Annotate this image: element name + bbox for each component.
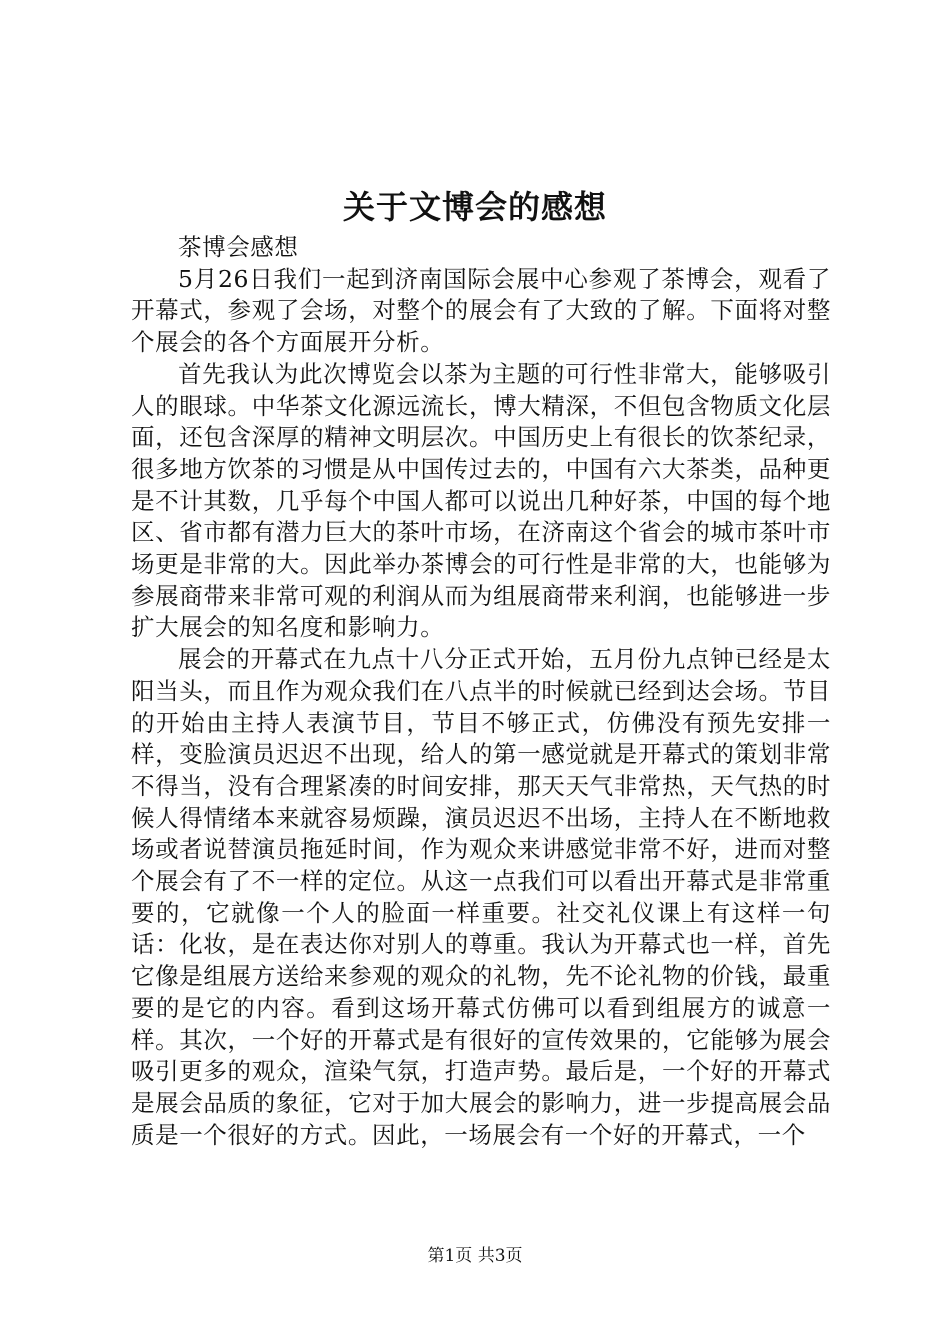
paragraph-3: 展会的开幕式在九点十八分正式开始，五月份九点钟已经是太阳当头，而且作为观众我们在八点半的时候就已经到达会场。节目的开始由主持人表演节目，节目不够正式，仿佛没有预先安排一样，变脸演员迟迟不出现，给人的第一感觉就是开幕式的策划非常不得当，没有合理紧凑的时间安排，那天天气非常热，天气热的时候人得情绪本来就容易烦躁，演员迟迟不出场，主持人在不断地救场或者说替演员拖延时间，作为观众来讲感觉非常不好，进而对整个展会有了不一样的定位。从这一点我们可以看出开幕式是非常重要的，它就像一个人的脸面一样重要。社交礼仪课上有这样一句话：化妆，是在表达你对别人的尊重。我认为开幕式也一样，首先它像是组展方送给来参观的观众的礼物，先不论礼物的价钱，最重要的是它的内容。看到这场开幕式仿佛可以看到组展方的诚意一样。其次，一个好的开幕式是有很好的宣传效果的，它能够为展会吸引更多的观众，渲染气氛，打造声势。最后是，一个好的开幕式是展会品质的象征，它对于加大展会的影响力，进一步提高展会品质是一个很好的方式。因此，一场展会有一个好的开幕式，一个 xyxy=(131,645,831,1149)
document-title: 关于文博会的感想 xyxy=(342,188,607,226)
paragraph-1: 5月26日我们一起到济南国际会展中心参观了茶博会，观看了开幕式，参观了会场，对整个的展会有了大致的了解。下面将对整个展会的各个方面展开分析。 xyxy=(131,264,831,357)
paragraph-2: 首先我认为此次博览会以茶为主题的可行性非常大，能够吸引人的眼球。中华茶文化源远流长，博大精深，不但包含物质文化层面，还包含深厚的精神文明层次。中国历史上有很长的饮茶纪录，很多地方饮茶的习惯是从中国传过去的，中国有六大茶类，品种更是不计其数，几乎每个中国人都可以说出几种好茶，中国的每个地区、省市都有潜力巨大的茶叶市场，在济南这个省会的城市茶叶市场更是非常的大。因此举办茶博会的可行性是非常的大，也能够为参展商带来非常可观的利润从而为组展商带来利润，也能够进一步扩大展会的知名度和影响力。 xyxy=(131,359,831,642)
page-number-footer: 第1页 共3页 xyxy=(427,1246,523,1266)
document-subtitle: 茶博会感想 xyxy=(178,233,299,261)
document-body xyxy=(131,232,831,1151)
